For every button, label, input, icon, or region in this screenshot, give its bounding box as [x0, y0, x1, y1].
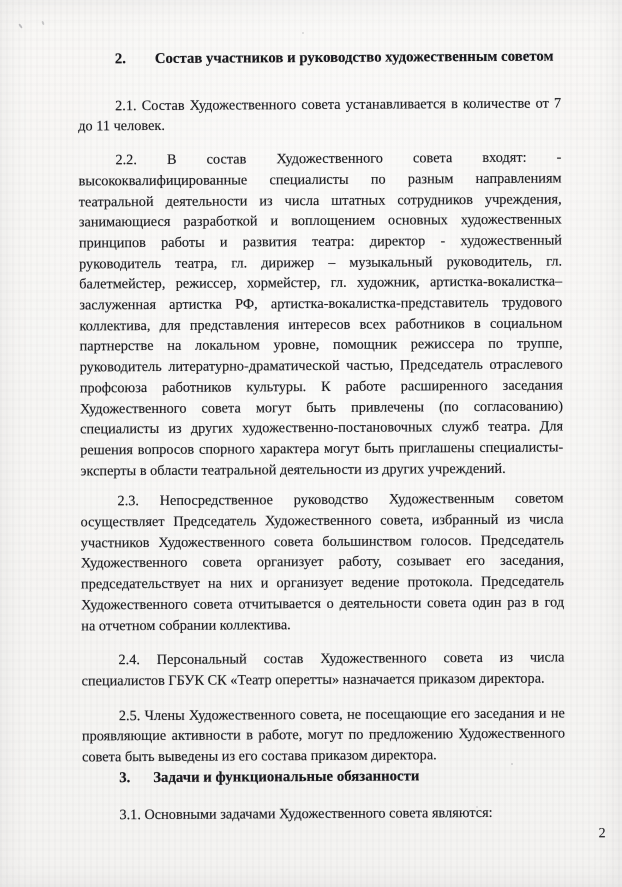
- text-line: коллектива, для представления интересов всех работников в социальном: [79, 315, 563, 335]
- text-line: театральной деятельности из числа штатных сотрудников учреждения,: [78, 190, 562, 210]
- text-line: на отчетном собрании коллектива.: [81, 616, 291, 634]
- text-line: Художественного совета отчитывается о деятельности совета один раз в год: [81, 594, 565, 614]
- text-line: специалисты из других художественно-постановочных служб театра. Для: [80, 418, 564, 438]
- text-line: балетмейстер, режиссер, хормейстер, гл. художник, артистка-вокалистка–: [79, 273, 563, 293]
- text-line: заслуженная артистка РФ, артистка-вокалистка-представитель трудового: [79, 294, 563, 314]
- paragraph-3-1: [82, 802, 565, 826]
- text-line: 2.1. Состав Художественного совета устанавливается в количестве от 7: [115, 95, 562, 114]
- text-line: Художественного совета могут быть привлечены (по согласованию): [79, 398, 563, 417]
- text-line: эксперты в области театральной деятельности из других учреждений.: [80, 460, 506, 480]
- section-heading-2: [78, 46, 561, 70]
- section-heading-3: [82, 765, 565, 789]
- scan-speck-icon: [302, 32, 304, 34]
- page-number: 2: [598, 826, 606, 842]
- paragraph-2-3: [80, 489, 564, 637]
- text-line: специалистов ГБУК СК «Театр оперетты» назначается приказом директора.: [81, 670, 545, 690]
- section-3-number: 3.: [119, 769, 131, 786]
- text-line: совета быть выведены из его состава приказом директора.: [82, 747, 437, 766]
- section-3-title: Задачи и функциональные обязанности: [153, 768, 420, 786]
- text-line: 3.1. Основными задачами Художественного совета являются:: [119, 804, 493, 823]
- text-line: до 11 человек.: [78, 118, 165, 135]
- text-line: 2.3. Непосредственное руководство Художественным советом: [117, 490, 564, 510]
- text-line: высококвалифицированные специалисты по разным направлениям: [78, 170, 562, 190]
- text-line: осуществляет Председатель Художественного совета, избранный из числа: [80, 511, 564, 531]
- paragraph-2-4: [81, 648, 564, 692]
- text-line: Художественного совета организует работу, созывает его заседания,: [80, 552, 564, 572]
- text-line: принципов работы и развития театра: директор - художественный: [78, 232, 562, 252]
- text-line: партнерстве на локальном уровне, помощник режиссера по труппе,: [79, 335, 563, 355]
- paragraph-2-5: [82, 703, 565, 768]
- section-2-title: Состав участников и руководство художественным советом: [154, 48, 554, 67]
- scan-speck-icon: [476, 806, 478, 808]
- paragraph-2-2: [78, 148, 563, 482]
- text-line: 2.4. Персональный состав Художественного совета из числа: [118, 649, 565, 669]
- paragraph-2-1: [78, 93, 561, 137]
- section-2-number: 2.: [114, 51, 126, 68]
- scan-speck-icon: [511, 763, 513, 765]
- text-line: участников Художественного совета большинством голосов. Председатель: [80, 532, 564, 552]
- text-line: занимающиеся разработкой и воплощением основных художественных: [78, 211, 562, 231]
- document-body: [78, 46, 566, 825]
- text-line: профсоюза работников культуры. К работе расширенного заседания: [79, 377, 563, 397]
- text-line: руководитель литературно-драматической частью, Председатель отраслевого: [79, 356, 563, 376]
- text-line: решения вопросов спорного характера могут быть приглашены специалисты-: [80, 439, 564, 459]
- text-line: председательствует на них и организует ведение протокола. Председатель: [80, 573, 565, 593]
- text-line: 2.2. В состав Художественного совета входят: -: [115, 149, 562, 169]
- text-line: руководитель театра, гл. дирижер – музыкальный руководитель, гл.: [79, 253, 563, 273]
- text-line: 2.5. Члены Художественного совета, не посещающие его заседания и не: [118, 705, 565, 724]
- text-line: проявляющие активности в работе, могут по предложению Художественного: [81, 725, 565, 745]
